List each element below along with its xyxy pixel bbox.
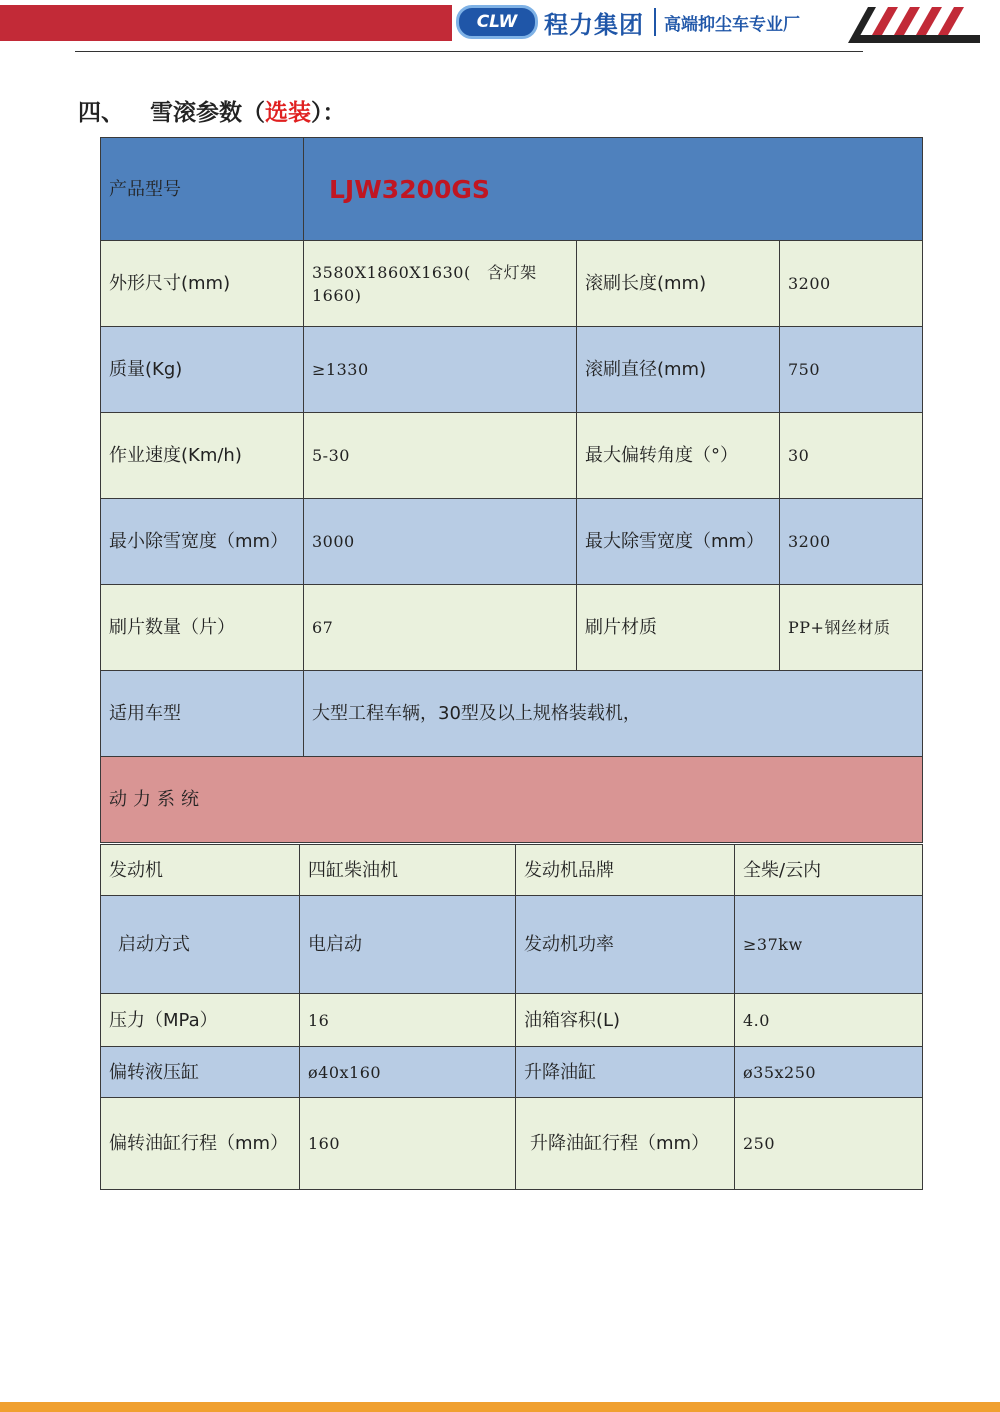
spec-label: 启动方式: [101, 896, 300, 994]
spec-value: 3580X1860X1630( 含灯架1660): [304, 241, 577, 327]
table-row: [101, 845, 923, 896]
model-row: [101, 138, 923, 241]
footer-orange-bar: [0, 1402, 1000, 1412]
spec-label: 刷片材质: [577, 585, 780, 671]
spec-value: ø35x250: [735, 1047, 923, 1098]
power-system-table: [100, 844, 923, 1190]
company-logo: [452, 0, 842, 44]
spec-value: 4.0: [735, 994, 923, 1047]
spec-value: 750: [780, 327, 923, 413]
header-stripes-icon: [842, 5, 980, 43]
spec-value: 250: [735, 1098, 923, 1190]
spec-value: 160: [300, 1098, 516, 1190]
spec-label: 外形尺寸(mm): [101, 241, 304, 327]
spec-label: 刷片数量（片）: [101, 585, 304, 671]
spec-label: 发动机: [101, 845, 300, 896]
section-title-suffix: ）：: [311, 100, 346, 126]
spec-label: 最大除雪宽度（mm）: [577, 499, 780, 585]
logo-divider: [654, 8, 656, 36]
company-name: 程力集团: [544, 10, 644, 39]
table-row: [101, 585, 923, 671]
spec-label: 最小除雪宽度（mm）: [101, 499, 304, 585]
spec-label: 滚刷直径(mm): [577, 327, 780, 413]
table-row: [101, 896, 923, 994]
section-title-optional: 选装: [265, 100, 311, 126]
spec-value: 16: [300, 994, 516, 1047]
spec-value: 3200: [780, 241, 923, 327]
section-heading: [78, 94, 346, 127]
power-system-row: [101, 757, 923, 843]
header-rule: [75, 51, 863, 52]
company-slogan: 高端抑尘车专业厂: [664, 14, 800, 35]
spec-label: 偏转液压缸: [101, 1047, 300, 1098]
table-row: [101, 671, 923, 757]
table-row: [101, 499, 923, 585]
spec-label: 最大偏转角度（°）: [577, 413, 780, 499]
spec-label: 压力（MPa）: [101, 994, 300, 1047]
spec-value: ø40x160: [300, 1047, 516, 1098]
table-row: [101, 241, 923, 327]
spec-label: 发动机功率: [516, 896, 735, 994]
model-label: 产品型号: [101, 138, 304, 241]
spec-label: 油箱容积(L): [516, 994, 735, 1047]
spec-value: 30: [780, 413, 923, 499]
table-row: [101, 994, 923, 1047]
spec-value: PP+钢丝材质: [780, 585, 923, 671]
table-row: [101, 413, 923, 499]
spec-value: ≥1330: [304, 327, 577, 413]
vehicle-value: 大型工程车辆，30型及以上规格装载机，: [304, 671, 923, 757]
section-title-prefix: 雪滚参数（: [150, 100, 265, 126]
snow-roller-spec-table: [100, 137, 923, 843]
spec-value: ≥37kw: [735, 896, 923, 994]
table-row: [101, 1047, 923, 1098]
header-red-bar: [0, 5, 452, 41]
section-number: 四、: [78, 100, 124, 126]
spec-value: 3200: [780, 499, 923, 585]
spec-value: 全柴/云内: [735, 845, 923, 896]
spec-value: 电启动: [300, 896, 516, 994]
vehicle-label: 适用车型: [101, 671, 304, 757]
model-value: LJW3200GS: [304, 138, 923, 241]
table-row: [101, 327, 923, 413]
spec-label: 升降油缸: [516, 1047, 735, 1098]
spec-label: 发动机品牌: [516, 845, 735, 896]
power-system-title: 动力系统: [101, 757, 923, 843]
spec-label: 滚刷长度(mm): [577, 241, 780, 327]
spec-label: 质量(Kg): [101, 327, 304, 413]
spec-label: 偏转油缸行程（mm）: [101, 1098, 300, 1190]
spec-value: 5-30: [304, 413, 577, 499]
logo-badge: CLW: [456, 5, 538, 39]
spec-value: 67: [304, 585, 577, 671]
spec-label: 升降油缸行程（mm）: [516, 1098, 735, 1190]
spec-value: 3000: [304, 499, 577, 585]
spec-label: 作业速度(Km/h): [101, 413, 304, 499]
spec-value: 四缸柴油机: [300, 845, 516, 896]
table-row: [101, 1098, 923, 1190]
